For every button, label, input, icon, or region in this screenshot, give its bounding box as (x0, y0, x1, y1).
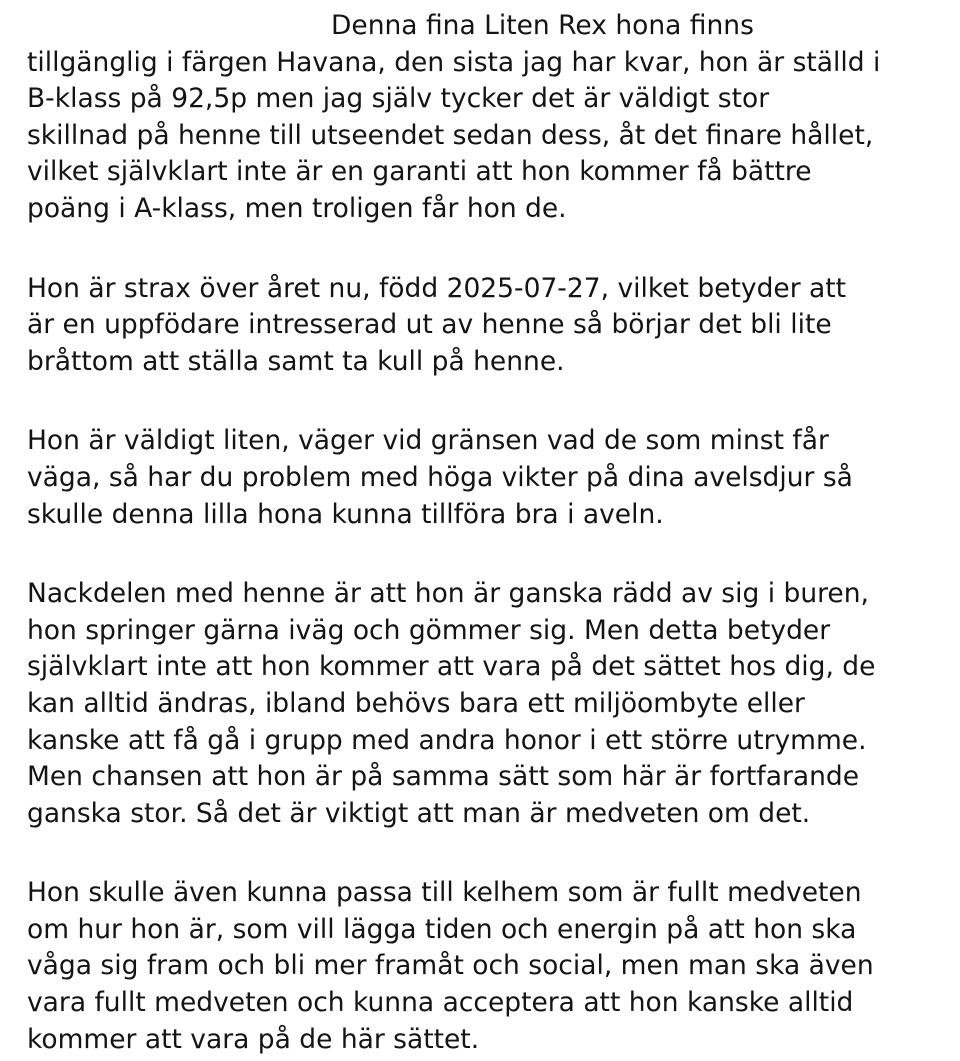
text-line: skillnad på henne till utseendet sedan dess, åt det finare hållet, (27, 119, 874, 151)
text-line: hon springer gärna iväg och gömmer sig. Men detta betyder (27, 614, 831, 646)
text-line: bråttom att ställa samt ta kull på henne. (27, 345, 565, 377)
text-line: B-klass på 92,5p men jag själv tycker det är väldigt stor (27, 83, 770, 115)
text-line: Hon är strax över året nu, född 2025-07-27, vilket betyder att (27, 272, 847, 304)
text-line: skulle denna lilla hona kunna tillföra bra i aveln. (27, 498, 664, 530)
listing-text (27, 8, 937, 1058)
text-line: kanske att få gå i grupp med andra honor i ett större utrymme. (27, 724, 867, 756)
text-line: vara fullt medveten och kunna acceptera att hon kanske alltid (27, 987, 854, 1019)
paragraph-age (27, 271, 937, 381)
text-line: självklart inte att hon kommer att vara på det sättet hos dig, de (27, 651, 876, 683)
text-line: poäng i A-klass, men troligen får hon de. (27, 192, 567, 224)
text-line: Men chansen att hon är på samma sätt som här är fortfarande (27, 761, 860, 793)
paragraph-intro (27, 8, 937, 228)
text-line: om hur hon är, som vill lägga tiden och energin på att hon ska (27, 913, 857, 945)
text-line: Hon skulle även kunna passa till kelhem som är fullt medveten (27, 877, 862, 909)
text-line: tillgänglig i färgen Havana, den sista jag har kvar, hon är ställd i (27, 46, 881, 78)
text-line: Denna fina Liten Rex hona finns (331, 10, 754, 41)
paragraph-temperament (27, 576, 937, 832)
paragraph-size (27, 423, 937, 533)
text-line: är en uppfödare intresserad ut av henne så börjar det bli lite (27, 309, 832, 341)
text-line: vilket självklart inte är en garanti att hon kommer få bättre (27, 156, 812, 188)
text-line: Hon är väldigt liten, väger vid gränsen vad de som minst får (27, 425, 829, 457)
text-line: Nackdelen med henne är att hon är ganska rädd av sig i buren, (27, 578, 869, 610)
text-line: kommer att vara på de här sättet. (27, 1023, 480, 1055)
text-line: väga, så har du problem med höga vikter på dina avelsdjur så (27, 461, 853, 493)
text-line: kan alltid ändras, ibland behövs bara ett miljöombyte eller (27, 687, 805, 719)
paragraph-pet-home (27, 875, 937, 1058)
text-line: våga sig fram och bli mer framåt och social, men man ska även (27, 950, 874, 982)
text-line: ganska stor. Så det är viktigt att man är medveten om det. (27, 797, 811, 829)
